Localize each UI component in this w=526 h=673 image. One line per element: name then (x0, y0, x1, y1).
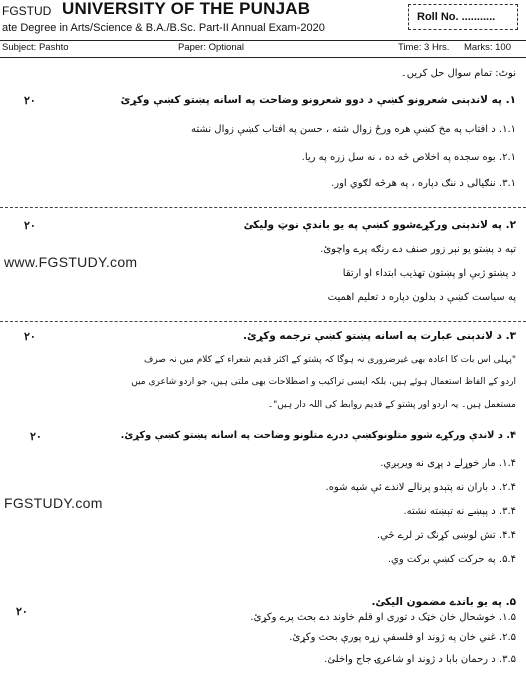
watermark-middle: FGSTUDY.com (4, 495, 103, 511)
subject-label: Subject: Pashto (2, 42, 69, 53)
q2-line-3: په سیاست کښې د بدلون دپاره د تعلیم اهمیت (327, 292, 516, 303)
instruction-note: نوٹ: تمام سوال حل کریں۔ (400, 68, 516, 79)
header-top-rule (0, 40, 526, 41)
roll-number-box (408, 4, 518, 30)
exam-subtitle: ate Degree in Arts/Science & B.A./B.Sc. Part-II Annual Exam-2020 (2, 22, 325, 34)
time-label: Time: 3 Hrs. (398, 42, 450, 53)
watermark-top: www.FGSTUDY.com (4, 254, 138, 270)
separator-2 (0, 321, 526, 322)
q5-marks: ۲۰ (16, 606, 28, 618)
q2-heading: ۲. په لاندېنی ورکړےشوو کښې په یو باندې نوټ ولیکئ (243, 219, 516, 231)
q4-line-1: ۱.۴. مار خوړلے د پړی نه ویرېږي. (380, 458, 516, 469)
roll-number-label: Roll No. ........... (417, 11, 496, 23)
university-title: UNIVERSITY OF THE PUNJAB (62, 0, 311, 18)
paper-label: Paper: Optional (178, 42, 245, 53)
q3-line-1: "پہلی اس بات کا اعادہ بھی غیرضروری نہ ہوگا کہ پشتو کے اکثر قدیم شعراء کے کلام میں نہ صرف (144, 355, 516, 365)
q4-line-5: ۵.۴. په حرکت کښې برکت وي. (387, 554, 516, 565)
header-code: FGSTUD (2, 4, 52, 18)
q3-heading: ۳. د لاندېنی عبارت په اسانه پښتو کښې ترجمه وکړئ. (243, 330, 516, 342)
q5-heading: ۵. په یو باندے مضمون الیکئ. (371, 596, 516, 608)
q5-line-3: ۳.۵. د رحمان بابا د ژوند او شاعرۍ جاج واخلئ. (324, 654, 516, 665)
marks-label: Marks: 100 (464, 42, 511, 53)
q1-line-1: ۱.۱. د افتاب په مخ کښې هره ورځ زوال شته ، حسن په افتاب کښې زوال نشته (191, 124, 516, 135)
q4-line-2: ۲.۴. د باران نه پتېدو پرنالے لاندے ئې شپه شوه. (325, 482, 516, 493)
q2-line-2: د پښتو ژبې او پښتون تهذیب ابتداء او ارتقا (342, 268, 516, 279)
q4-marks: ۲۰ (30, 431, 42, 443)
q3-line-2: اردو کے الفاظ استعمال ہوئے ہیں، بلکہ ایسی تراکیب و اصطلاحات بھی ملتی ہیں، جو اردو شاعری میں (131, 377, 516, 387)
q2-marks: ۲۰ (24, 220, 36, 232)
q1-marks: ۲۰ (24, 95, 36, 107)
q4-line-3: ۳.۴. د پېښے نه تېښته نشته. (403, 506, 516, 517)
q5-line-2: ۲.۵. غني خان په ژوند او فلسفې زړه پورې بحث وکړئ. (289, 632, 516, 643)
q1-line-3: ۳.۱. ننګیالی د ننګ دپاره ، په هرڅه لګوي اور. (331, 178, 516, 189)
header-bottom-rule (0, 57, 526, 58)
q2-line-1: تپه د پښتو یو نېر زور صنف دے رنګه پرے واچوئ. (320, 244, 516, 255)
separator-1 (0, 207, 526, 208)
paper-info-bar (0, 42, 526, 56)
q1-heading: ۱. په لاندېنی شعرونو کښې د دوو شعرونو وضاحت په اسانه پښتو کښې وکړئ (120, 94, 516, 106)
q4-line-4: ۴.۴. تش لوښی کړنګ تر لرے څي. (376, 530, 516, 541)
q1-line-2: ۲.۱. بوه سجده په اخلاص څه ده ، نه سل زره په ریا. (301, 152, 516, 163)
q3-marks: ۲۰ (24, 331, 36, 343)
q4-heading: ۴. د لاندې ورکړے شوو متلونوکښې ددرے متلونو وضاحت په اسانه پښتو کښې وکړئ. (120, 430, 516, 441)
q3-line-3: مستعمل ہیں۔ یہ اردو اور پشتو کے قدیم روابط کی اللہ دار ہیں"۔ (267, 400, 516, 410)
q5-line-1: ۱.۵. خوشحال خان خټک د توری او قلم خاوند دے بحث پرے وکړئ. (250, 612, 516, 623)
